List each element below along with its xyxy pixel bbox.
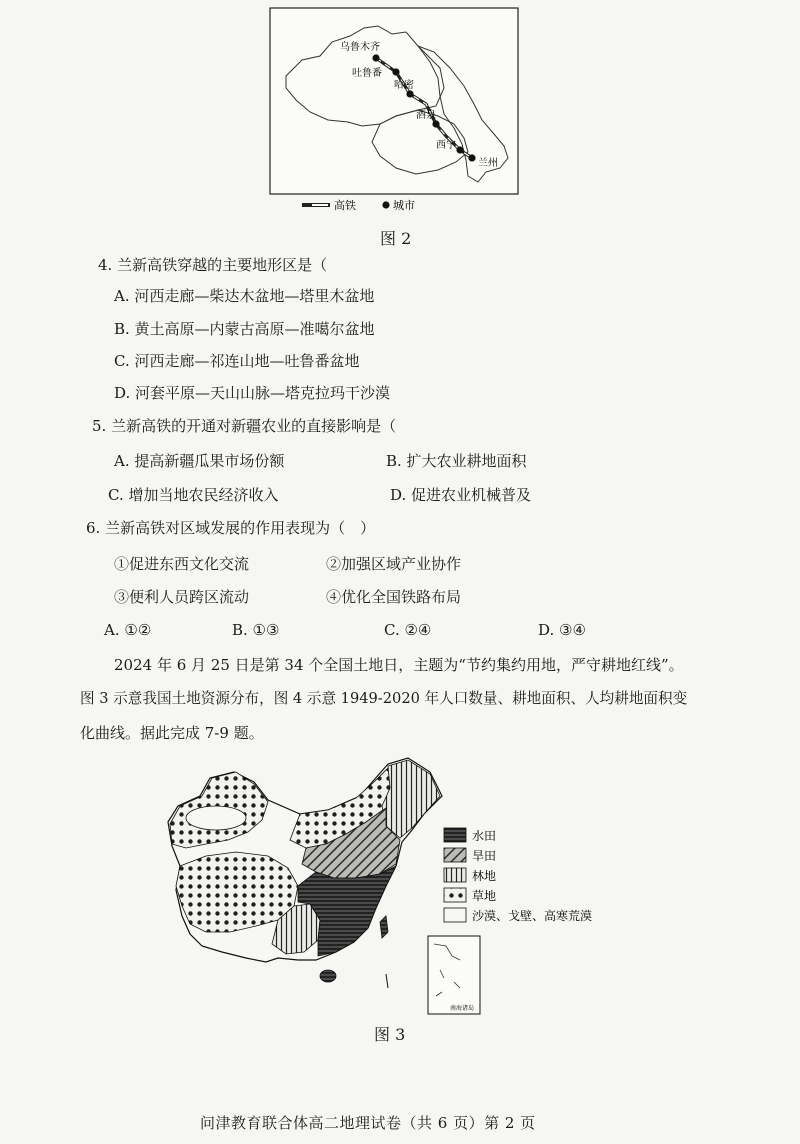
question-6-item-3: ③便利人员跨区流动 bbox=[114, 588, 250, 606]
taiwan-island bbox=[380, 916, 388, 938]
figure-3-caption: 图 3 bbox=[374, 1025, 406, 1044]
city-label-hami: 哈密 bbox=[394, 80, 414, 91]
passage-line-2: 图 3 示意我国土地资源分布，图 4 示意 1949-2020 年人口数量、耕地面积、人均耕地面积变 bbox=[80, 690, 688, 707]
city-dot-jiuquan bbox=[432, 120, 439, 127]
legend-grass-swatch bbox=[444, 888, 466, 902]
question-6-item-2: ②加强区域产业协作 bbox=[326, 555, 462, 573]
city-label-turpan: 吐鲁番 bbox=[352, 68, 382, 79]
passage-line-1: 2024 年 6 月 25 日是第 34 个全国土地日，主题为“节约集约用地，严守耕地红线”。 bbox=[114, 656, 684, 674]
legend-city-label: 城市 bbox=[393, 199, 415, 212]
city-label-urumqi: 乌鲁木齐 bbox=[340, 42, 380, 53]
question-6-option-d[interactable]: D. ③④ bbox=[538, 621, 586, 639]
legend-desert-label: 沙漠、戈壁、高寒荒漠 bbox=[472, 909, 593, 923]
city-dot-xining bbox=[456, 146, 463, 153]
south-china-sea-inset bbox=[428, 936, 480, 1014]
figure-3-legend bbox=[444, 828, 592, 923]
legend-desert-swatch bbox=[444, 908, 466, 922]
forest-northeast bbox=[382, 760, 440, 838]
figure-2-caption: 图 2 bbox=[380, 229, 412, 248]
inset-label: 南海诸岛 bbox=[450, 1005, 475, 1012]
legend-city-swatch bbox=[382, 201, 389, 208]
page-footer: 问津教育联合体高二地理试卷（共 6 页）第 2 页 bbox=[200, 1114, 536, 1132]
question-4-option-a[interactable]: A. 河西走廊—柴达木盆地—塔里木盆地 bbox=[114, 287, 375, 305]
legend-paddy-label: 水田 bbox=[472, 829, 497, 843]
question-4-option-d[interactable]: D. 河套平原—天山山脉—塔克拉玛干沙漠 bbox=[114, 384, 391, 402]
legend-dry-label: 旱田 bbox=[472, 849, 497, 863]
legend-grass-label: 草地 bbox=[472, 889, 497, 903]
figure-3-land-map bbox=[150, 756, 630, 1022]
question-5-stem: 5. 兰新高铁的开通对新疆农业的直接影响是（ bbox=[92, 417, 397, 435]
city-label-jiuquan: 酒泉 bbox=[416, 110, 436, 121]
question-5-option-b[interactable]: B. 扩大农业耕地面积 bbox=[386, 452, 527, 470]
legend-dry-swatch bbox=[444, 848, 466, 862]
question-6-option-b[interactable]: B. ①③ bbox=[232, 621, 280, 639]
legend-forest-swatch bbox=[444, 868, 466, 882]
legend-forest-label: 林地 bbox=[472, 869, 497, 883]
figure-2-rail-map bbox=[268, 6, 522, 218]
question-5-option-d[interactable]: D. 促进农业机械普及 bbox=[390, 486, 532, 504]
city-dot-urumqi bbox=[372, 54, 379, 61]
city-dot-hami bbox=[406, 90, 413, 97]
question-6-item-1: ①促进东西文化交流 bbox=[114, 555, 250, 573]
hainan-island bbox=[320, 970, 336, 982]
question-5-option-a[interactable]: A. 提高新疆瓜果市场份额 bbox=[114, 452, 285, 470]
legend-paddy-swatch bbox=[444, 828, 466, 842]
question-6-stem: 6. 兰新高铁对区域发展的作用表现为（ ） bbox=[86, 519, 376, 537]
passage-line-3: 化曲线。据此完成 7-9 题。 bbox=[80, 724, 264, 742]
question-6-item-4: ④优化全国铁路布局 bbox=[326, 588, 462, 606]
question-5-option-c[interactable]: C. 增加当地农民经济收入 bbox=[108, 486, 279, 504]
question-4-option-c[interactable]: C. 河西走廊—祁连山地—吐鲁番盆地 bbox=[114, 352, 360, 370]
question-4-stem: 4. 兰新高铁穿越的主要地形区是（ bbox=[98, 256, 328, 274]
legend-rail-label: 高铁 bbox=[334, 199, 356, 212]
city-dot-turpan bbox=[392, 68, 399, 75]
city-label-lanzhou: 兰州 bbox=[478, 158, 498, 169]
city-label-xining: 西宁 bbox=[436, 140, 456, 151]
question-4-option-b[interactable]: B. 黄土高原—内蒙古高原—准噶尔盆地 bbox=[114, 320, 375, 338]
question-6-option-a[interactable]: A. ①② bbox=[104, 621, 152, 639]
tarim-desert bbox=[186, 806, 246, 830]
question-6-option-c[interactable]: C. ②④ bbox=[384, 621, 432, 639]
city-dot-lanzhou bbox=[468, 154, 475, 161]
